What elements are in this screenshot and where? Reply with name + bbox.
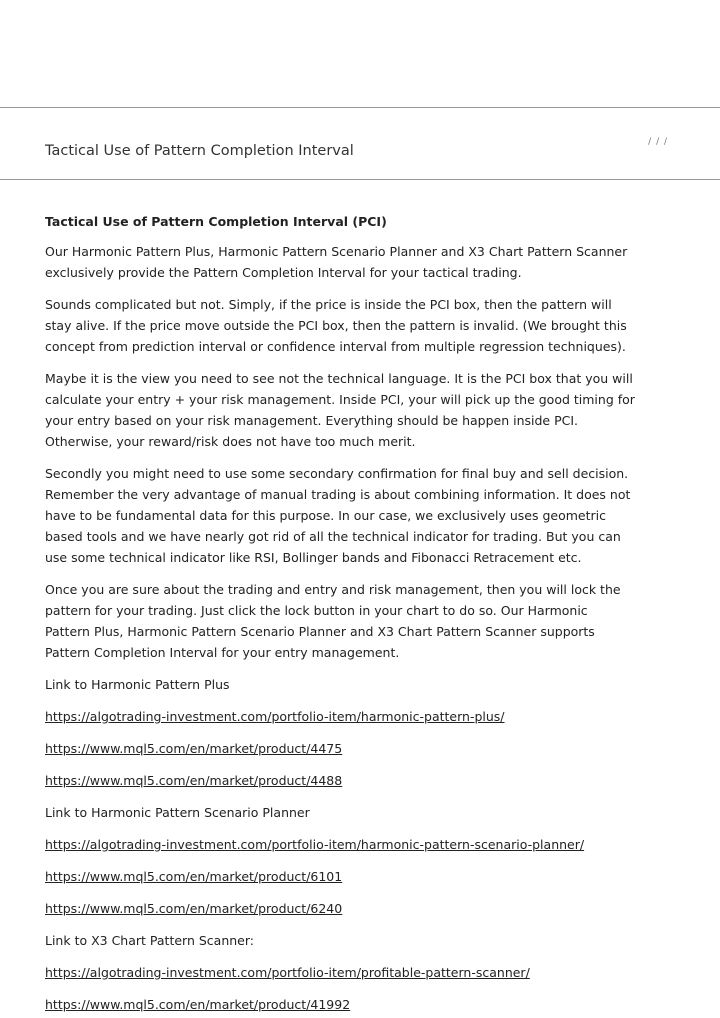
article-heading: Tactical Use of Pattern Completion Interval (PCI)	[45, 214, 387, 229]
link-harmonic-pattern-plus-site[interactable]: https://algotrading-investment.com/portfolio-item/harmonic-pattern-plus/	[45, 709, 505, 724]
paragraph: Our Harmonic Pattern Plus, Harmonic Pattern Scenario Planner and X3 Chart Pattern Scanner exclusively provide the Pattern Completion Interval for your tactical trading.	[45, 244, 628, 280]
paragraph: Sounds complicated but not. Simply, if the price is inside the PCI box, then the pattern will stay alive. If the price move outside the PCI box, then the pattern is invalid. (We brought this concept from prediction interval or confidence interval from multiple regression techniques).	[45, 297, 627, 354]
link-scenario-planner-mql5-6240[interactable]: https://www.mql5.com/en/market/product/6240	[45, 901, 343, 916]
paragraph: Once you are sure about the trading and entry and risk management, then you will lock the pattern for your trading. Just click the lock button in your chart to do so. Our Harmonic Pattern Plus, Harmonic Pattern Scenario Planner and X3 Chart Pattern Scanner supports Pattern Completion Interval for your entry management.	[45, 582, 621, 660]
link-scenario-planner-site[interactable]: https://algotrading-investment.com/portfolio-item/harmonic-pattern-scenario-planner/	[45, 837, 585, 852]
header-bottom-divider	[0, 179, 720, 180]
page-title: Tactical Use of Pattern Completion Interval	[45, 143, 354, 159]
link-group-label-scenario-planner: Link to Harmonic Pattern Scenario Planner	[45, 805, 310, 820]
header-top-divider	[0, 107, 720, 108]
link-scenario-planner-mql5-6101[interactable]: https://www.mql5.com/en/market/product/6101	[45, 869, 343, 884]
link-group-label-harmonic-pattern-plus: Link to Harmonic Pattern Plus	[45, 677, 230, 692]
link-harmonic-pattern-plus-mql5-4475[interactable]: https://www.mql5.com/en/market/product/4475	[45, 741, 343, 756]
link-harmonic-pattern-plus-mql5-4488[interactable]: https://www.mql5.com/en/market/product/4488	[45, 773, 343, 788]
link-group-label-x3-scanner: Link to X3 Chart Pattern Scanner:	[45, 933, 254, 948]
header-meta: / / /	[648, 137, 668, 147]
article-body	[45, 211, 635, 1018]
paragraph: Maybe it is the view you need to see not the technical language. It is the PCI box that you will calculate your entry + your risk management. Inside PCI, your will pick up the good timing for your entry based on your risk management. Everything should be happen inside PCI. Otherwise, your reward/risk does not have too much merit.	[45, 371, 635, 449]
paragraph: Secondly you might need to use some secondary confirmation for final buy and sell decision. Remember the very advantage of manual trading is about combining information. It does not have to be fundamental data for this purpose. In our case, we exclusively uses geometric based tools and we have nearly got rid of all the technical indicator for trading. But you can use some technical indicator like RSI, Bollinger bands and Fibonacci Retracement etc.	[45, 466, 631, 565]
link-x3-scanner-mql5-41992[interactable]: https://www.mql5.com/en/market/product/41992	[45, 997, 351, 1012]
link-x3-scanner-site[interactable]: https://algotrading-investment.com/portfolio-item/profitable-pattern-scanner/	[45, 965, 530, 980]
